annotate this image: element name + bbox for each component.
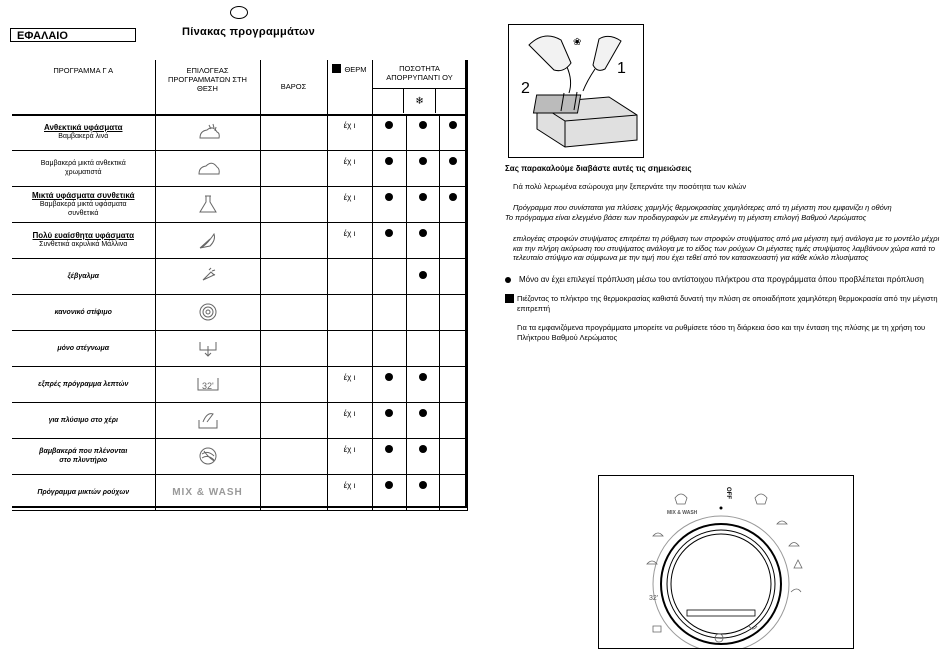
weight-cell — [260, 438, 327, 474]
program-title: μόνο στέγνωμα — [57, 344, 110, 352]
dot-icon — [385, 481, 393, 489]
detergent-col-3 — [436, 89, 467, 113]
temp-cell — [327, 402, 372, 438]
temp-cell — [327, 150, 372, 186]
header-temp: ΘΕΡΜ — [327, 60, 372, 114]
program-title: Ανθεκτικά υφάσματα — [44, 123, 123, 132]
program-row — [12, 366, 467, 402]
weight-cell — [260, 186, 327, 222]
temp-value: έχ ι — [343, 192, 356, 202]
program-table — [12, 60, 468, 511]
dot-icon — [419, 445, 427, 453]
weight-cell — [260, 330, 327, 366]
temp-cell — [327, 366, 372, 402]
program-icon-cell — [155, 294, 260, 330]
program-row — [12, 258, 467, 294]
dot-icon — [419, 373, 427, 381]
program-name-cell — [12, 330, 155, 366]
svg-text:32': 32' — [201, 381, 214, 391]
program-title: βαμβακερά που πλένονται στο πλυντήριο — [39, 448, 128, 464]
detergent-cell — [439, 114, 467, 150]
program-name-cell — [12, 474, 155, 510]
weight-cell — [260, 294, 327, 330]
dot-icon — [385, 409, 393, 417]
header-detergent: ΠΟΣΟΤΗΤΑ ΑΠΟΡΡΥΠΑΝΤΙ ΟΥ ❄ — [372, 60, 467, 114]
program-icon-cell — [155, 402, 260, 438]
detergent-cell — [406, 402, 439, 438]
program-subtitle: Βαμβακερά μικτά ανθεκτικά χρωματιστά — [40, 160, 126, 176]
table-thick-rule-right — [465, 60, 467, 508]
detergent-cell — [439, 186, 467, 222]
table-header-row — [12, 60, 467, 114]
table-title: Πίνακας προγραμμάτων — [182, 26, 316, 38]
program-name-cell — [12, 222, 155, 258]
weight-cell — [260, 150, 327, 186]
notes-title: Σας παρακαλούμε διαβάστε αυτές τις σημειώσεις — [505, 164, 692, 173]
dot-icon — [449, 193, 457, 201]
synthetics-flask-icon — [156, 194, 260, 214]
program-icon-cell — [155, 258, 260, 294]
note-5: Μόνο αν έχει επιλεγεί πρόπλυση μέσω του αντίστοιχου πλήκτρου στα προγράμματα όπου προβλέπεται πρόπλυση — [505, 275, 943, 285]
figure-label-1: 1 — [617, 60, 626, 77]
dot-icon — [419, 481, 427, 489]
detergent-cell — [372, 402, 406, 438]
detergent-cell — [372, 186, 406, 222]
dot-icon — [419, 229, 427, 237]
dot-icon — [385, 157, 393, 165]
handwash-icon — [156, 410, 260, 430]
dot-icon — [385, 445, 393, 453]
dot-icon — [385, 121, 393, 129]
dot-icon — [385, 229, 393, 237]
temp-cell — [327, 186, 372, 222]
program-row — [12, 474, 467, 510]
program-name-cell — [12, 402, 155, 438]
temp-value: έχ ι — [343, 444, 356, 454]
temp-cell — [327, 222, 372, 258]
weight-cell — [260, 114, 327, 150]
note-2: Πρόγραμμα που συνίσταται για πλύσεις χαμηλής θερμοκρασίας χαμηλότερες από τη μέγιστη που εμφανίζει η οθόνη — [513, 203, 892, 212]
detergent-cell — [406, 330, 439, 366]
detergent-cell — [406, 150, 439, 186]
dot-icon — [419, 157, 427, 165]
spin-spiral-icon — [156, 302, 260, 322]
program-name-cell — [12, 294, 155, 330]
rinse-shower-icon — [156, 266, 260, 286]
program-name-cell — [12, 150, 155, 186]
bullet-square-icon — [505, 294, 514, 303]
delicates-feather-icon — [156, 230, 260, 250]
detergent-cell — [439, 330, 467, 366]
dot-icon — [449, 121, 457, 129]
header-programs: ΠΡΟΓΡΑΜΜΑ Γ Α — [12, 60, 155, 114]
program-title: κανονικό στίψιμο — [54, 308, 112, 316]
express-32-icon — [156, 374, 260, 394]
detergent-cell — [439, 258, 467, 294]
temp-value: έχ ι — [343, 156, 356, 166]
program-title: Μικτά υφάσματα συνθετικά — [31, 190, 135, 200]
temp-cell — [327, 258, 372, 294]
program-icon-cell — [155, 366, 260, 402]
detergent-cell — [406, 438, 439, 474]
mix-wash-icon: MIX & WASH — [172, 486, 243, 498]
weight-cell — [260, 402, 327, 438]
header-weight: ΒΑΡΟΣ — [260, 60, 327, 114]
program-title: για πλύσιμο στο χέρι — [48, 416, 118, 424]
cotton-icon — [156, 158, 260, 178]
temp-cell — [327, 330, 372, 366]
dial-express-label: 32' — [649, 595, 659, 602]
wool-icon — [156, 446, 260, 466]
temp-cell — [327, 114, 372, 150]
program-title: Πολύ ευαίσθητα υφάσματα — [32, 231, 134, 240]
program-row — [12, 438, 467, 474]
detergent-drawer-figure — [508, 24, 644, 158]
detergent-cell — [372, 294, 406, 330]
notes-section — [505, 164, 943, 348]
header-selection: ΕΠΙΛΟΓΕΑΣ ΠΡΟΓΡΑΜΜΑΤΩΝ ΣΤΗ ΘΕΣΗ — [155, 60, 260, 114]
detergent-cell — [439, 294, 467, 330]
temp-value: έχ ι — [343, 372, 356, 382]
dot-icon — [419, 193, 427, 201]
program-subtitle: Βαμβακερά λινά — [58, 133, 109, 140]
program-row — [12, 222, 467, 258]
detergent-cell — [372, 366, 406, 402]
program-icon-cell — [155, 222, 260, 258]
program-icon-cell — [155, 114, 260, 150]
note-7: Για τα εμφανιζόμενα προγράμματα μπορείτε να ρυθμίσετε τόσο τη διάρκεια όσο και την ένταση της πλύσης με τη χρήση του Πλήκτρου Βαθμού Λερώματος — [517, 323, 926, 342]
detergent-cell — [439, 474, 467, 510]
detergent-cell — [372, 330, 406, 366]
detergent-cell — [372, 438, 406, 474]
dial-mix-label: MIX & WASH — [667, 510, 698, 516]
cotton-hot-icon — [156, 122, 260, 142]
program-name-cell — [12, 438, 155, 474]
detergent-cell — [406, 366, 439, 402]
detergent-cell — [406, 186, 439, 222]
detergent-cell — [406, 222, 439, 258]
program-name-cell — [12, 258, 155, 294]
weight-cell — [260, 258, 327, 294]
detergent-cell — [406, 294, 439, 330]
program-title: εξπρές πρόγραμμα λεπτών — [38, 380, 129, 388]
note-1: Γιά πολύ λερωμένα εσώρουχα μην ξεπερνάτε την ποσότητα των κιλών — [513, 181, 747, 191]
detergent-col-2-snowflake-icon: ❄ — [404, 89, 436, 113]
dot-icon — [385, 193, 393, 201]
section-label: ΕΦΑΛΑΙΟ — [10, 28, 136, 42]
detergent-cell — [439, 438, 467, 474]
weight-cell — [260, 366, 327, 402]
dot-icon — [449, 157, 457, 165]
detergent-cell — [372, 222, 406, 258]
temp-value: έχ ι — [343, 228, 356, 238]
program-subtitle: Συνθετικά ακρυλικά Μάλλινα — [39, 241, 128, 248]
dot-icon — [385, 373, 393, 381]
drain-icon — [156, 338, 260, 358]
dot-icon — [419, 271, 427, 279]
note-4: επιλογέας στροφών στυψίματος επιτρέπει τη ρύθμιση των στροφών στυψίματος από μια μέγιστη τιμή ανάλογα με το μοντέλο μέχρι και την πλήρη ακύρωση του στυψίματος ανάλογα με το είδος των ρούχων Οι μέγιστες τιμές στυψίματος λαμβάνουν χώρα κατά το τελευταίο στύψιμο και σύμφωνα με την τιμή που έχει τεθεί από τον κατασκευαστή για κάθε κύκλο πλυσίματος — [513, 234, 940, 262]
program-icon-cell — [155, 186, 260, 222]
table-thick-rule-bottom — [12, 506, 467, 508]
program-title: Πρόγραμμα μικτών ρούχων — [37, 488, 130, 496]
program-subtitle: Βαμβακερά μικτά υφάσματα συνθετικά — [39, 200, 127, 217]
temp-cell — [327, 294, 372, 330]
program-row — [12, 402, 467, 438]
program-icon-cell — [155, 330, 260, 366]
page-number-oval — [230, 6, 248, 19]
program-dial-figure — [598, 475, 854, 649]
note-3: Το πρόγραμμα είναι ελεγμένο βάσει των προδιαγραφών με επιλεγμένη τη μέγιστη επιλογή Βαθμού Λερώματος — [505, 212, 867, 222]
program-name-cell — [12, 366, 155, 402]
detergent-cell — [372, 114, 406, 150]
program-row — [12, 186, 467, 222]
detergent-cell — [439, 402, 467, 438]
detergent-cell — [406, 258, 439, 294]
program-icon-cell — [155, 474, 260, 510]
table-thick-rule-top — [12, 114, 467, 116]
dot-icon — [419, 409, 427, 417]
dial-off-label: OFF — [725, 487, 731, 499]
program-row — [12, 150, 467, 186]
detergent-cell — [406, 474, 439, 510]
svg-text:❀: ❀ — [573, 37, 582, 48]
figure-label-2: 2 — [521, 80, 530, 97]
program-name-cell — [12, 186, 155, 222]
temp-cell — [327, 474, 372, 510]
temp-value: έχ ι — [343, 408, 356, 418]
detergent-cell — [372, 150, 406, 186]
dot-icon — [419, 121, 427, 129]
program-icon-cell — [155, 438, 260, 474]
weight-cell — [260, 222, 327, 258]
program-row — [12, 330, 467, 366]
temp-value: έχ ι — [343, 480, 356, 490]
temp-cell — [327, 438, 372, 474]
bullet-dot-icon — [505, 277, 511, 283]
weight-cell — [260, 474, 327, 510]
program-icon-cell — [155, 150, 260, 186]
detergent-col-1 — [373, 89, 405, 113]
detergent-cell — [372, 258, 406, 294]
detergent-cell — [406, 114, 439, 150]
program-name-cell — [12, 114, 155, 150]
detergent-cell — [439, 366, 467, 402]
temp-square-icon — [332, 64, 341, 73]
detergent-cell — [372, 474, 406, 510]
detergent-cell — [439, 150, 467, 186]
note-6: Πιέζοντας το πλήκτρο της θερμοκρασίας καθιστά δυνατή την πλύση σε οποιαδήποτε χαμηλότερη θερμοκρασία από την μέγιστη επιτρεπτή — [505, 294, 943, 313]
program-row — [12, 294, 467, 330]
program-row — [12, 114, 467, 150]
temp-value: έχ ι — [343, 120, 356, 130]
detergent-cell — [439, 222, 467, 258]
program-title: ξέβγαλμα — [67, 272, 100, 280]
